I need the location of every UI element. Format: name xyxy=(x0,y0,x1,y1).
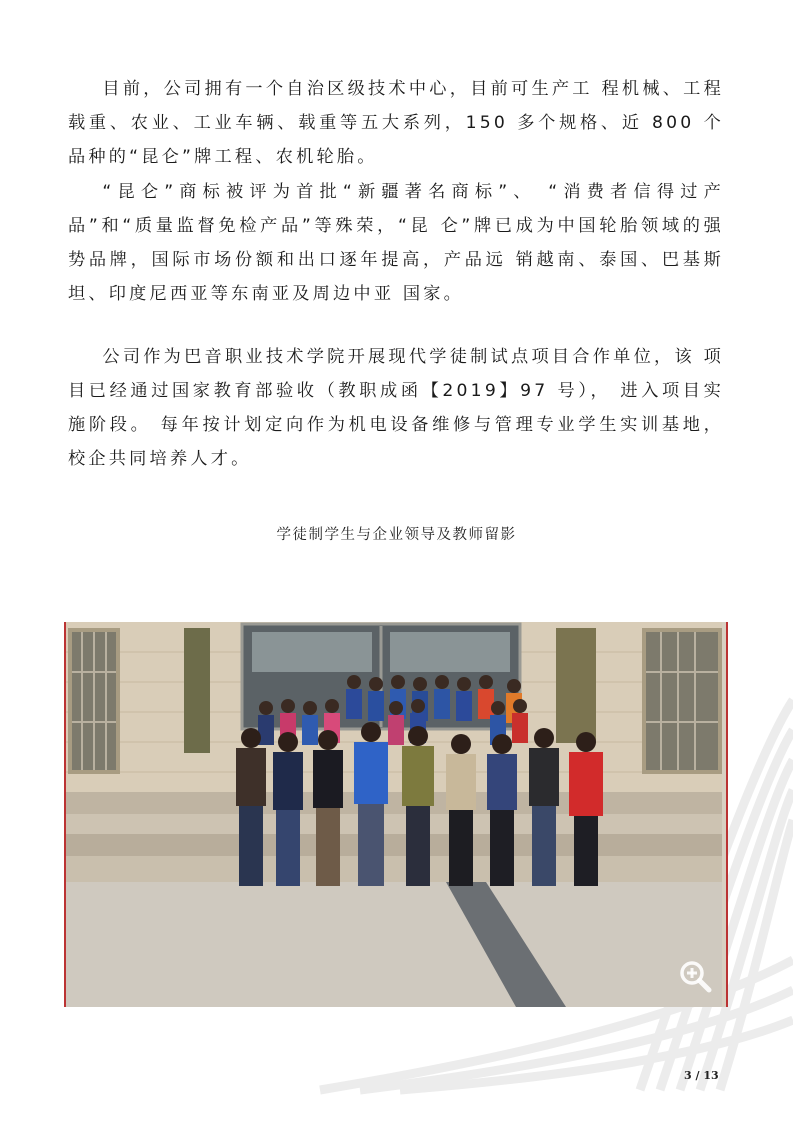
paragraph-apprenticeship-partnership: 公司作为巴音职业技术学院开展现代学徒制试点项目合作单位，该 项目已经通过国家教育部验收（教职成函【2019】97 号）， 进入项目实施阶段。 每年按计划定向作为机电设备维修与管理专业学生实训基地，校企共同培养人才。 xyxy=(68,347,724,469)
page-number: 3 / 13 xyxy=(684,1069,719,1082)
group-photo xyxy=(64,622,728,1007)
photo-caption: 学徒制学生与企业领导及教师留影 xyxy=(276,527,517,543)
paragraph-company-overview: 目前，公司拥有一个自治区级技术中心，目前可生产工 程机械、工程载重、农业、工业车辆、载重等五大系列，150 多个规格、近 800 个品种的“昆仑”牌工程、农机轮胎。 xyxy=(68,79,724,167)
group-photo-illustration xyxy=(66,622,722,1007)
zoom-in-icon[interactable] xyxy=(678,959,712,993)
paragraph-brand-honors: “昆仑”商标被评为首批“新疆著名商标”、 “消费者信得过产品”和“质量监督免检产品”等殊荣，“昆 仑”牌已成为中国轮胎领域的强势品牌，国际市场份额和出口逐年提高，产品远 销越南、泰国、巴基斯坦、印度尼西亚等东南亚及周边中亚 国家。 xyxy=(68,182,724,304)
